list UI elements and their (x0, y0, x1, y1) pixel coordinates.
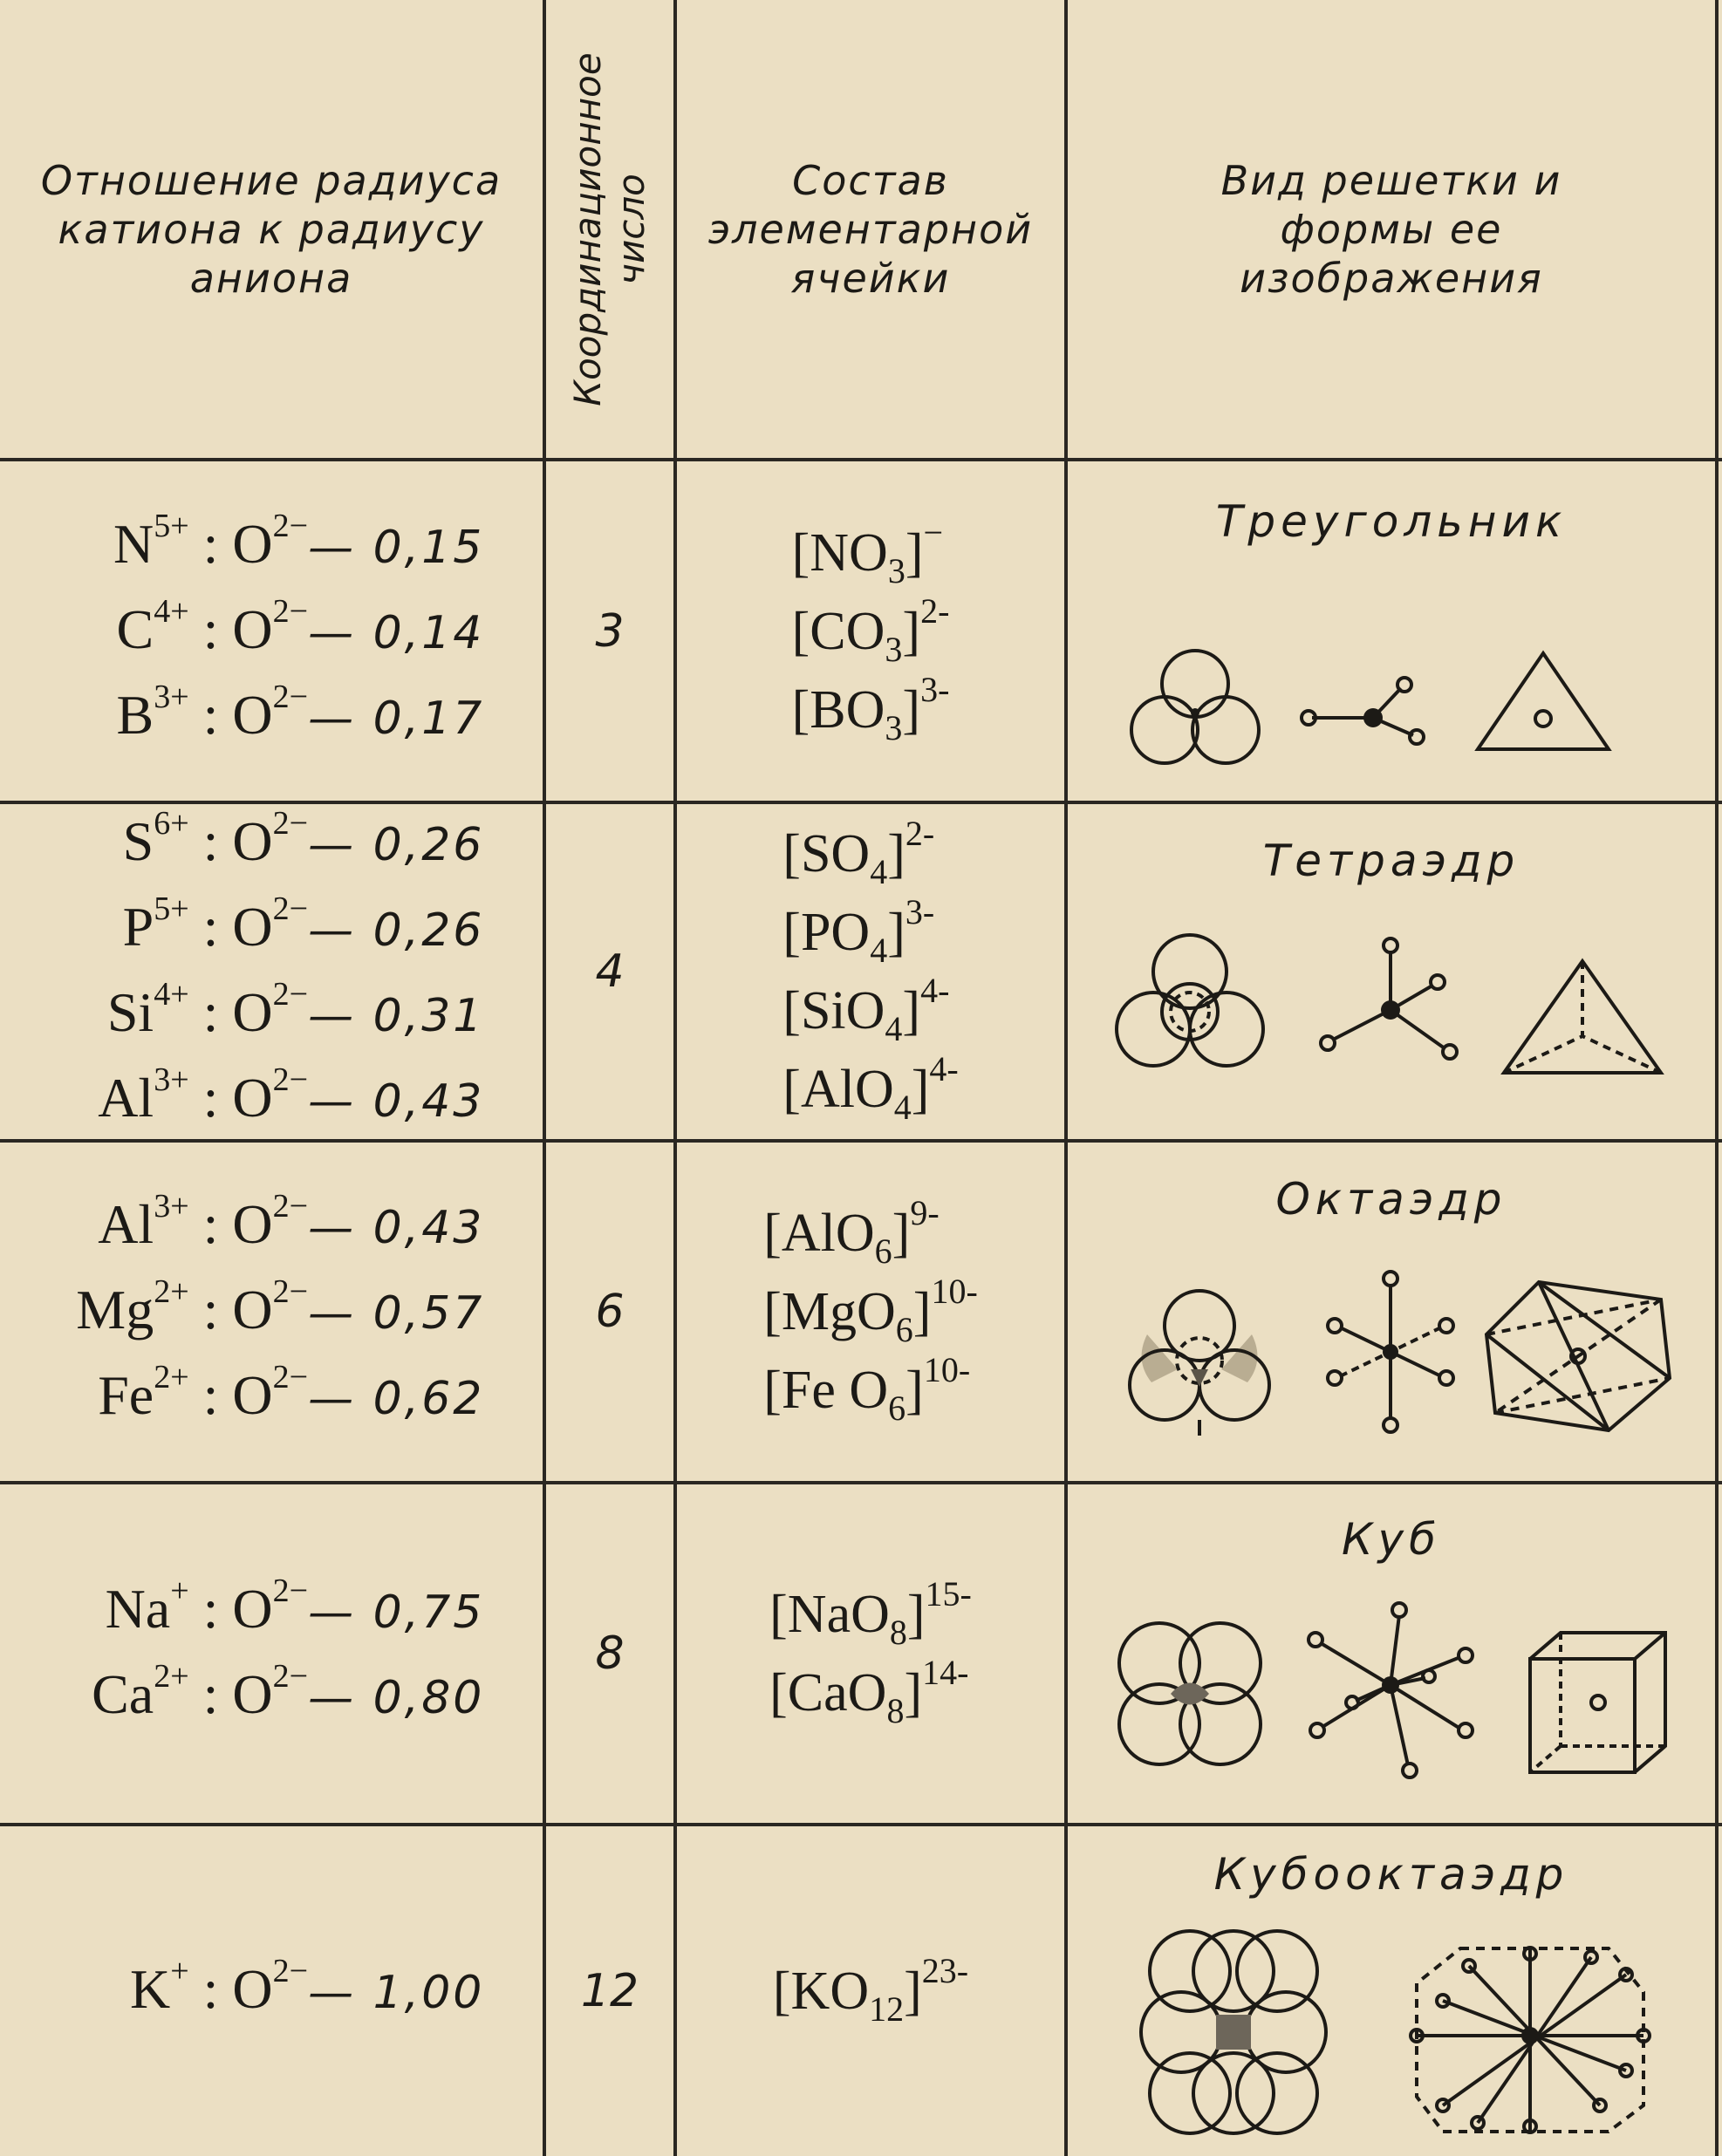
ratio-line: $Al^{3+}$ : $O^{2-}—$ 0,43 (98, 1188, 485, 1255)
coordination-number: 6 (595, 1286, 625, 1338)
lattice-cell (1068, 1143, 1715, 1481)
header-composition-cell (677, 0, 1064, 458)
shape-name: Треугольник (1215, 496, 1568, 547)
shape-name: Тетраэдр (1262, 836, 1520, 886)
coordination-cell (546, 1484, 673, 1823)
lattice-cell (1068, 1826, 1715, 2156)
coordination-cell (546, 804, 673, 1139)
coordination-cell (546, 1143, 673, 1481)
ratio-cell (0, 461, 543, 801)
formula: $[BO_3]^{3-}$ (791, 669, 950, 747)
composition-cell (677, 1826, 1064, 2156)
lattice-cell (1068, 1484, 1715, 1823)
ratio-line: $N^{5+}$ : $O^{2-}—$ 0,15 (113, 507, 485, 575)
ratio-line: $C^{4+}$ : $O^{2-}—$ 0,14 (116, 592, 485, 660)
ratio-line: $Mg^{2+}$ : $O^{2-}—$ 0,57 (76, 1273, 485, 1341)
ratio-line: $Si^{4+}$ : $O^{2-}—$ 0,31 (106, 976, 485, 1043)
ratio-cell (0, 1143, 543, 1481)
six-sphere-packing-icon (1117, 1273, 1282, 1439)
formula: $[NaO_8]^{15-}$ (769, 1574, 972, 1652)
ratio-cell (0, 804, 543, 1139)
tetrahedron-icon (1495, 952, 1670, 1083)
coordination-number: 12 (580, 1965, 639, 2017)
composition-cell (677, 461, 1064, 801)
header-ratio: Отношение радиуса катиона к радиусу аниона (40, 156, 502, 302)
composition-cell (677, 804, 1064, 1139)
cuboctahedron-icon (1408, 1931, 1661, 2140)
formula: $[MgO_6]^{10-}$ (763, 1272, 978, 1349)
coordination-number: 4 (595, 945, 625, 998)
formula: $[KO_{12}]^{23-}$ (772, 1951, 969, 2029)
cubic-bond-model-icon (1303, 1598, 1478, 1781)
four-sphere-packing-icon (1103, 926, 1277, 1083)
lattice-cell (1068, 804, 1715, 1139)
eight-sphere-packing-icon (1103, 1607, 1277, 1781)
twelve-sphere-packing-icon (1129, 1919, 1338, 2146)
ratio-line: $Ca^{2+}$ : $O^{2-}—$ 0,80 (92, 1658, 485, 1725)
header-ratio-cell (0, 0, 543, 458)
shape-name: Кубооктаэдр (1213, 1849, 1569, 1900)
header-coordination: Координационное число (566, 51, 653, 406)
coordination-number: 3 (595, 604, 625, 658)
formula: $[NO_3]^-$ (791, 512, 944, 590)
coordination-cell (546, 1826, 673, 2156)
formula: [Fe $O_6]^{10-}$ (763, 1350, 971, 1428)
trigonal-bond-model-icon (1295, 653, 1434, 758)
header-coordination-cell (546, 0, 673, 458)
lattice-cell (1068, 461, 1715, 801)
ratio-line: $S^{6+}$ : $O^{2-}—$ 0,26 (122, 805, 485, 872)
ratio-line: Na+ : $O^{2-}—$ 0,75 (105, 1573, 485, 1640)
formula: $[SO_4]^{2-}$ (782, 814, 935, 891)
column-divider (1715, 0, 1719, 2156)
shape-name: Куб (1342, 1514, 1441, 1565)
coordination-number: 8 (595, 1627, 625, 1680)
cube-icon (1521, 1624, 1678, 1781)
three-sphere-packing-icon (1125, 636, 1265, 775)
formula: $[AlO_4]^{4-}$ (782, 1049, 959, 1127)
formula: $[CO_3]^{2-}$ (791, 590, 950, 669)
octahedral-bond-model-icon (1321, 1265, 1460, 1439)
ratio-cell (0, 1484, 543, 1823)
tetrahedral-bond-model-icon (1312, 926, 1469, 1083)
composition-cell (677, 1484, 1064, 1823)
formula: $[SiO_4]^{4-}$ (782, 971, 950, 1048)
ratio-line: K+ : $O^{2-}—$ 1,00 (129, 1953, 485, 2020)
shape-name: Октаэдр (1275, 1174, 1507, 1225)
ratio-line: $B^{3+}$ : $O^{2-}—$ 0,17 (116, 678, 485, 746)
formula: $[AlO_6]^{9-}$ (763, 1193, 940, 1271)
coordination-cell (546, 461, 673, 801)
ratio-line: $P^{5+}$ : $O^{2-}—$ 0,26 (122, 890, 485, 958)
formula: $[CaO_8]^{14-}$ (769, 1653, 969, 1730)
header-composition: Состав элементарной ячейки (707, 156, 1034, 302)
ratio-line: $Fe^{2+}$ : $O^{2-}—$ 0,62 (98, 1359, 485, 1426)
triangle-icon (1469, 645, 1617, 758)
ratio-line: $Al^{3+}$ : $O^{2-}—$ 0,43 (98, 1061, 485, 1129)
octahedron-icon (1478, 1273, 1678, 1439)
header-lattice: Вид решетки и формы ее изображения (1220, 156, 1562, 302)
composition-cell (677, 1143, 1064, 1481)
ratio-cell (0, 1826, 543, 2156)
formula: $[PO_4]^{3-}$ (782, 892, 935, 970)
header-lattice-cell (1068, 0, 1715, 458)
